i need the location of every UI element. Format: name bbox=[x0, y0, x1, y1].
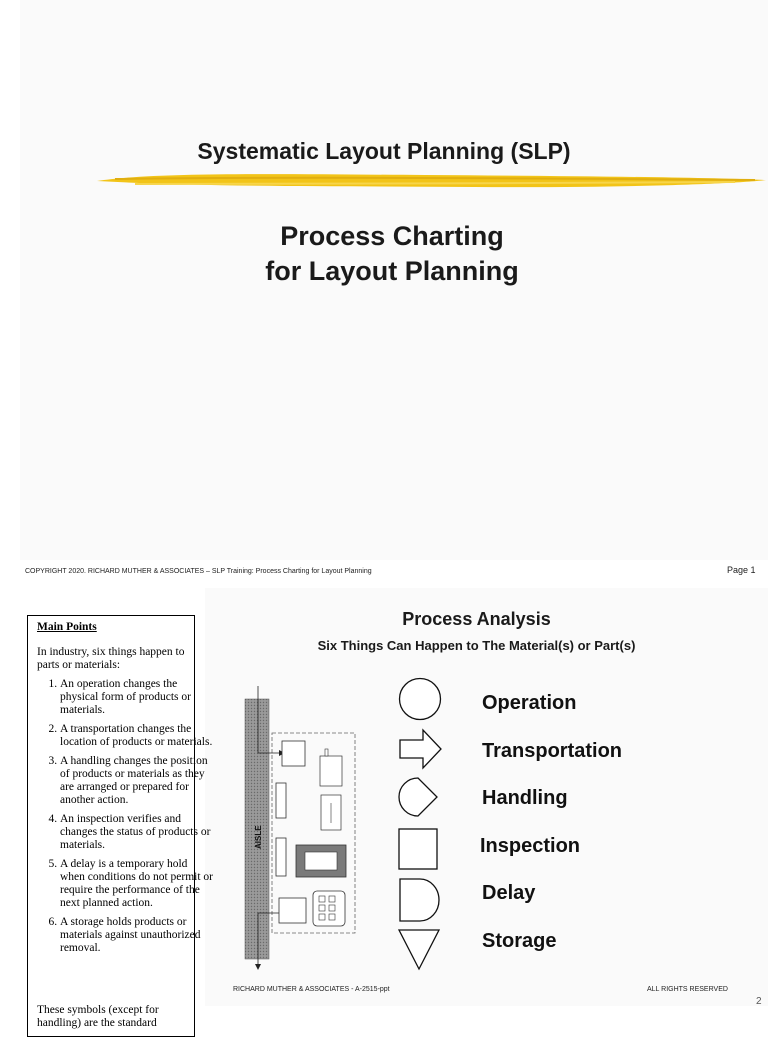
page-number: 2 bbox=[756, 996, 762, 1007]
page-label: Page 1 bbox=[727, 565, 756, 575]
symbol-label-transportation: Transportation bbox=[482, 740, 623, 762]
main-points-box bbox=[27, 615, 213, 1037]
list-item: 6. A storage holds products or materials against unauthorized removal. bbox=[60, 916, 215, 955]
subtitle-line-1: Process Charting bbox=[280, 221, 504, 251]
symbol-label-storage: Storage bbox=[482, 930, 557, 952]
slide-2-footer-left: RICHARD MUTHER & ASSOCIATES - A-2515-ppt bbox=[233, 986, 390, 993]
highlight-brush-stroke bbox=[95, 168, 768, 194]
process-analysis-subtitle: Six Things Can Happen to The Material(s) or Part(s) bbox=[317, 638, 636, 653]
symbol-label-handling: Handling bbox=[482, 787, 568, 809]
symbol-label-inspection: Inspection bbox=[480, 835, 581, 857]
list-item: 3. A handling changes the position of products or materials as they are arranged or prepared for another action. bbox=[60, 755, 215, 807]
list-item: 1. An operation changes the physical form of products or materials. bbox=[60, 678, 215, 717]
square-icon bbox=[396, 824, 444, 872]
slide-subtitle bbox=[0, 219, 768, 289]
layout-diagram bbox=[238, 683, 363, 973]
subtitle-line-2: for Layout Planning bbox=[265, 256, 519, 286]
slide-2-footer-right: ALL RIGHTS RESERVED bbox=[647, 986, 728, 993]
aisle-label: AISLE bbox=[254, 825, 263, 849]
main-points-intro: In industry, six things happen to parts or materials: bbox=[37, 646, 185, 671]
triangle-icon bbox=[396, 926, 444, 974]
main-points-heading: Main Points bbox=[37, 621, 97, 633]
symbol-label-delay: Delay bbox=[482, 882, 536, 904]
copyright-text: COPYRIGHT 2020. RICHARD MUTHER & ASSOCIATES – SLP Training: Process Charting for Layout Planning bbox=[25, 568, 372, 575]
symbol-label-operation: Operation bbox=[482, 692, 577, 714]
process-analysis-title: Process Analysis bbox=[402, 609, 551, 629]
arrow-icon bbox=[396, 725, 444, 773]
teardrop-icon bbox=[396, 773, 444, 821]
list-item: 5. A delay is a temporary hold when conditions do not permit or require the performance of the next planned action. bbox=[60, 858, 215, 910]
slide-title: Systematic Layout Planning (SLP) bbox=[197, 138, 571, 164]
main-points-list bbox=[37, 678, 215, 961]
circle-icon bbox=[396, 676, 444, 724]
list-item: 2. A transportation changes the location of products or materials. bbox=[60, 723, 215, 749]
d-shape-icon bbox=[396, 874, 444, 922]
list-item: 4. An inspection verifies and changes the status of products or materials. bbox=[60, 813, 215, 852]
main-points-outro: These symbols (except for handling) are the standard bbox=[37, 1004, 159, 1029]
